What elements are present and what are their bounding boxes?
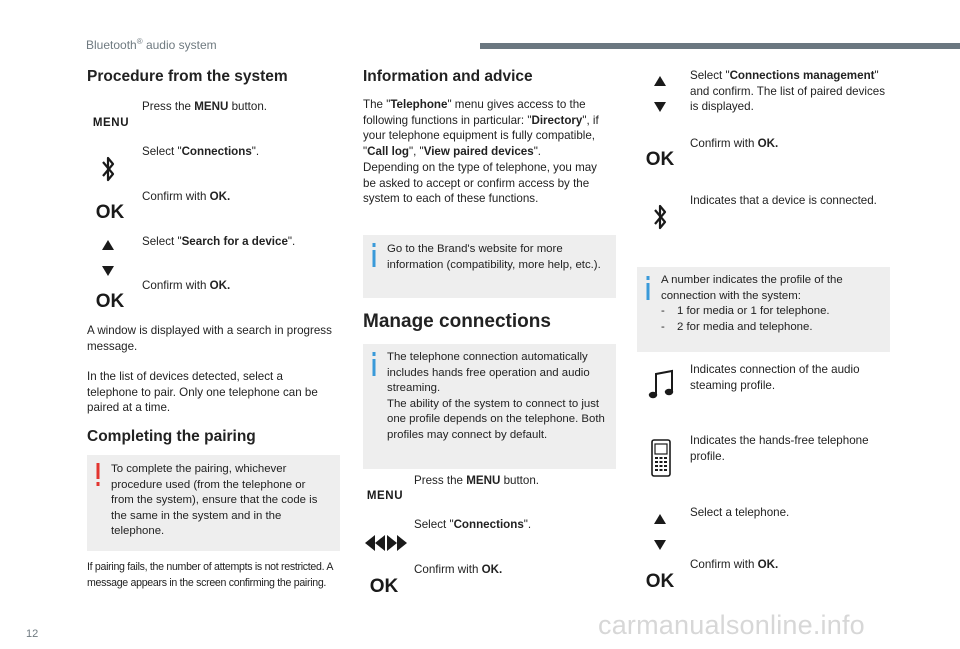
- footnote: If pairing fails, the number of attempts is not restricted. A message appears in the screen confirming the pairing.: [87, 561, 333, 589]
- bluetooth-icon: [96, 152, 120, 186]
- procedure-heading: Procedure from the system: [87, 68, 288, 85]
- info-paragraph: The "Telephone" menu gives access to the following functions in particular: "Directory", if your telephone equipment is fully compatible, "Call log", "View paired devices".: [363, 98, 599, 158]
- step-text: Select "Search for a device".: [142, 235, 296, 248]
- step-text: Indicates the hands-free telephone profile.: [690, 434, 869, 463]
- ok-button-icon: OK: [95, 291, 125, 312]
- info-note: [637, 267, 890, 352]
- info-paragraph: Depending on the type of telephone, you may be asked to accept or confirm access by the system to each of these functions.: [363, 161, 597, 206]
- step-text: Press the MENU button.: [142, 100, 268, 113]
- paragraph: In the list of devices detected, select a telephone to pair. Only one telephone can be paired at a time.: [87, 370, 318, 415]
- step-text: Indicates connection of the audio steaming profile.: [690, 363, 860, 392]
- step-text: Confirm with OK.: [414, 563, 503, 576]
- ok-button-icon: OK: [645, 149, 675, 170]
- menu-button-icon: MENU: [366, 490, 404, 502]
- step-text: Confirm with OK.: [690, 558, 779, 571]
- bluetooth-icon: [648, 200, 672, 234]
- phone-handset-icon: [648, 438, 674, 478]
- warning-icon: [95, 463, 101, 487]
- up-down-arrows-icon: [652, 514, 668, 550]
- paragraph: A window is displayed with a search in progress message.: [87, 324, 332, 353]
- menu-button-icon: MENU: [92, 117, 130, 129]
- ok-button-icon: OK: [95, 202, 125, 223]
- ok-button-icon: OK: [369, 576, 399, 597]
- warning-note: [87, 455, 340, 551]
- step-text: Confirm with OK.: [142, 279, 231, 292]
- info-note: [363, 235, 616, 298]
- left-right-arrows-icon: [363, 533, 409, 553]
- completing-heading: Completing the pairing: [87, 428, 256, 445]
- step-text: Select "Connections".: [414, 518, 532, 531]
- info-note-text: The telephone connection automatically includes hands free operation and audio streaming. The ability of the system to connect to just one profile depends on the telephone. Both profiles may connect by default.: [387, 351, 605, 441]
- info-icon: [371, 243, 377, 267]
- watermark: carmanualsonline.info: [598, 610, 865, 640]
- warning-text: To complete the pairing, whichever procedure used (from the telephone or from the system), ensure that the code is the same in the system and in the telephone.: [111, 463, 318, 538]
- info-heading: Information and advice: [363, 68, 533, 85]
- info-note-text: Go to the Brand's website for more information (compatibility, more help, etc.).: [387, 243, 601, 271]
- step-text: Confirm with OK.: [690, 137, 779, 150]
- step-text: Indicates that a device is connected.: [690, 194, 877, 207]
- header-bar: [480, 43, 960, 49]
- step-text: Select "Connections management" and confirm. The list of paired devices is displayed.: [690, 69, 886, 114]
- page-number: 12: [26, 628, 39, 640]
- step-text: Confirm with OK.: [142, 190, 231, 203]
- step-text: Select a telephone.: [690, 506, 790, 519]
- info-note-text: A number indicates the profile of the connection with the system: - 1 for media or 1 for telephone. - 2 for media and telephone.: [661, 274, 843, 333]
- step-text: Press the MENU button.: [414, 474, 540, 487]
- up-down-arrows-icon: [652, 76, 668, 112]
- manage-heading: Manage connections: [363, 311, 551, 332]
- info-icon: [371, 352, 377, 376]
- up-down-arrows-icon: [100, 240, 116, 276]
- ok-button-icon: OK: [645, 571, 675, 592]
- running-header: Bluetooth® audio system: [86, 37, 217, 52]
- music-note-icon: [646, 368, 676, 402]
- info-note: [363, 344, 616, 469]
- step-text: Select "Connections".: [142, 145, 260, 158]
- info-icon: [645, 276, 651, 300]
